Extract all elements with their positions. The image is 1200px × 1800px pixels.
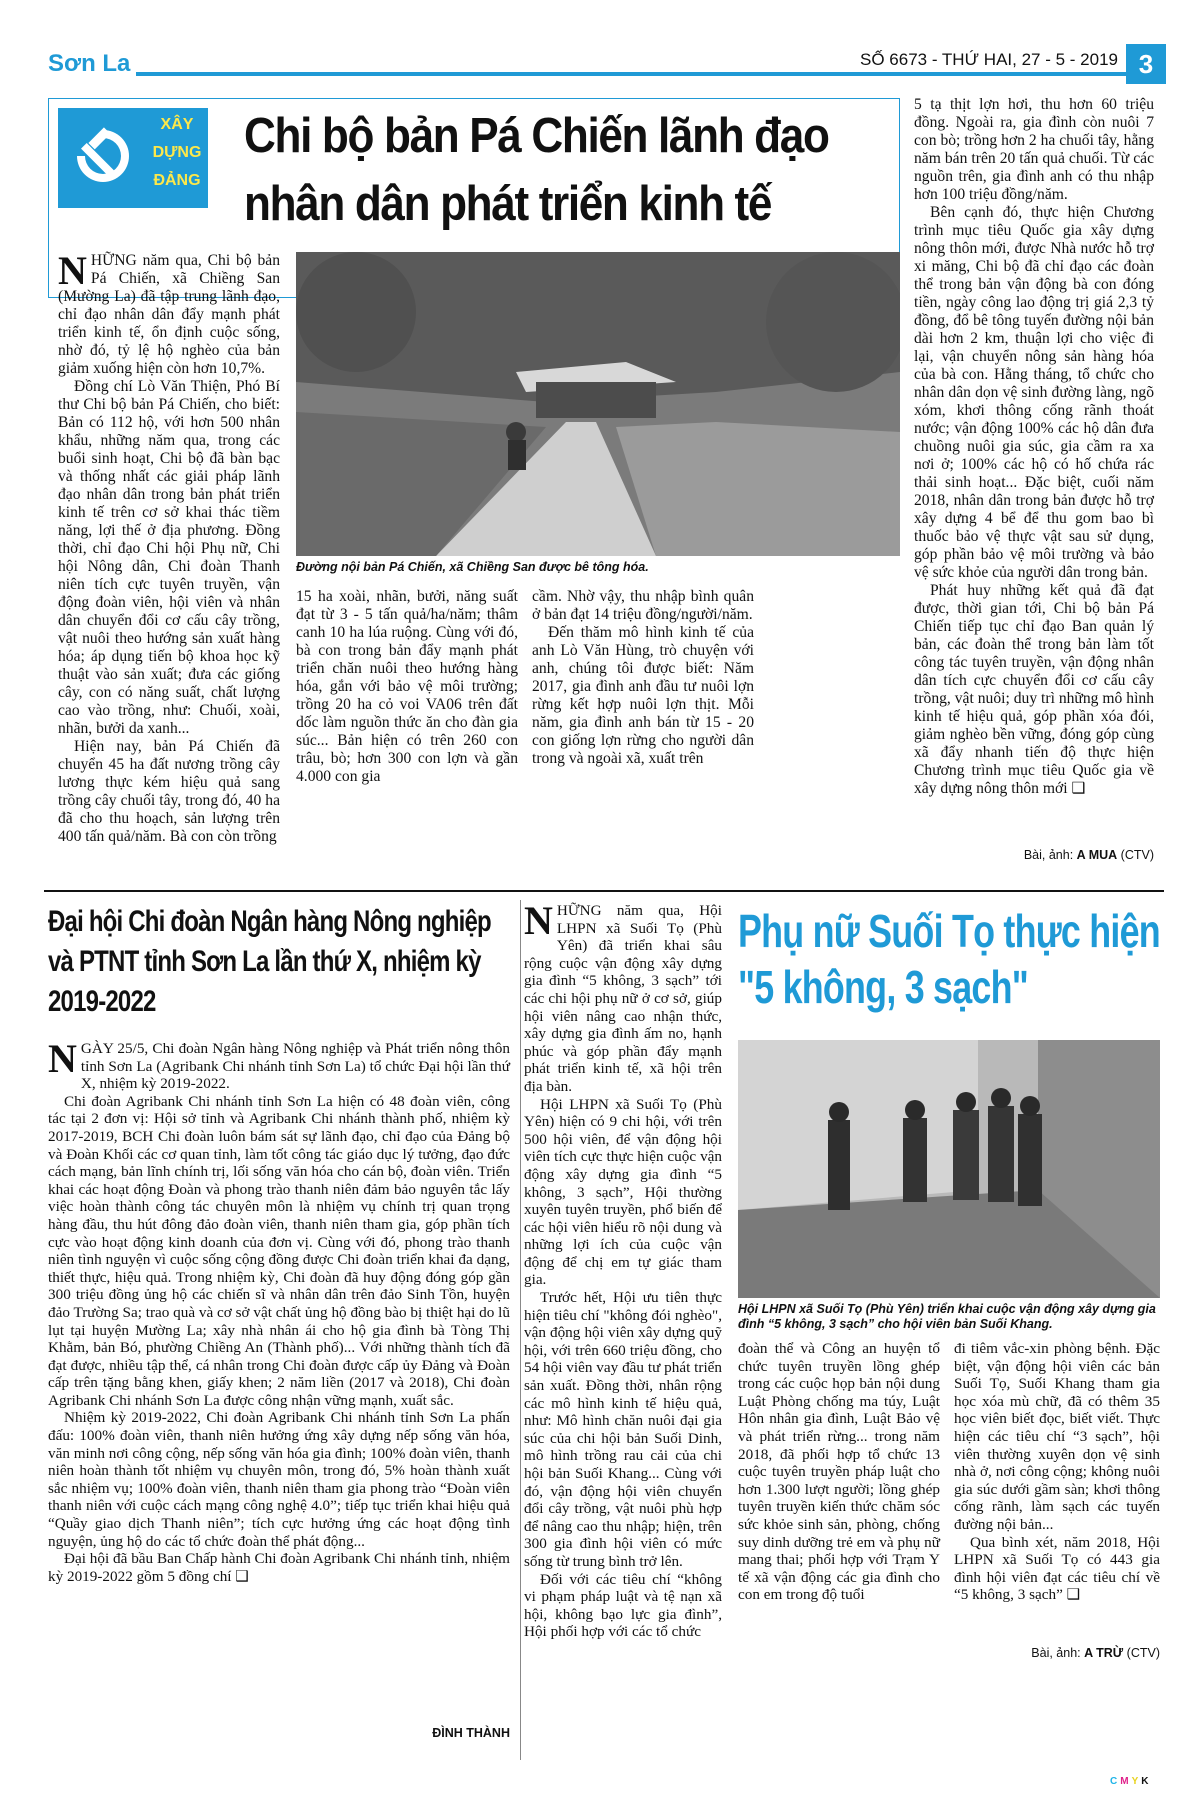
badge-line-2: DỰNG bbox=[152, 144, 202, 161]
paragraph: cầm. Nhờ vậy, thu nhập bình quân ở bản đạt 14 triệu đồng/người/năm. bbox=[532, 588, 754, 623]
paragraph: Hiện nay, bản Pá Chiến đã chuyển 45 ha đất nương trồng cây lương thực kém hiệu quả sang trồng cây chuối tây, trong đó, 40 ha đã cho thu hoạch, sản lượng trên 400 tấn quả/năm. Bà con còn trồng bbox=[58, 738, 280, 845]
cmyk-c: C bbox=[1110, 1776, 1121, 1787]
article3-photo bbox=[738, 1040, 1160, 1298]
paragraph: 15 ha xoài, nhãn, bưởi, năng suất đạt từ 3 - 5 tấn quả/ha/năm; thâm canh 10 ha lúa ruộng. Cùng với đó, bà con trong bản đẩy mạnh phát triển chăn nuôi theo hướng hàng hóa, gắn với bảo vệ môi trường; trồng 20 ha cỏ voi VA06 trên đất dốc làm nguồn thức ăn cho đàn gia súc... Bản hiện có trên 260 con trâu, bò; hơn 300 con lợn và gần 4.000 con gia bbox=[296, 588, 518, 785]
article3-title-line-2: "5 không, 3 sạch" bbox=[738, 961, 1028, 1013]
article1-column-4 bbox=[914, 96, 1154, 798]
dropcap: N bbox=[524, 898, 553, 943]
cmyk-y: Y bbox=[1131, 1776, 1142, 1787]
article3-column-2 bbox=[738, 1340, 940, 1604]
byline-prefix: Bài, ảnh: bbox=[1023, 848, 1074, 862]
paragraph: HỮNG năm qua, Chi bộ bản Pá Chiến, xã Chiềng San (Mường La) đã tập trung lãnh đạo, chỉ đạo nhân dân đẩy mạnh phát triển kinh tế, ổn định cuộc sống, nhờ đó, tỷ lệ hộ nghèo của bản giảm xuống hiện còn hơn 10,7%. bbox=[58, 252, 280, 377]
paragraph: Đồng chí Lò Văn Thiện, Phó Bí thư Chi bộ bản Pá Chiến, cho biết: Bản có 112 hộ, với hơn 500 nhân khẩu, những năm qua, trong các buổi sinh hoạt, Chi bộ đã bàn bạc và thống nhất các giải pháp lãnh đạo nhân dân trong bản phát triển kinh tế trên cơ sở khai thác tiềm năng, lợi thế ở địa phương. Đồng thời, chỉ đạo Chi hội Phụ nữ, Chi hội Nông dân, Chi đoàn Thanh niên tích cực tuyên truyền, vận động đoàn viên, hội viên và nhân dân chuyển đổi cơ cấu cây trồng, vật nuôi theo hướng sản xuất hàng hóa; áp dụng tiến bộ khoa học kỹ thuật vào sản xuất; đưa các giống cây, con có năng suất, chất lượng cao vào trồng, như: Chuối, xoài, nhãn, bưởi da xanh... bbox=[58, 378, 280, 737]
paragraph: đoàn thể và Công an huyện tổ chức tuyên truyền lồng ghép trong các cuộc họp bản nội dung Luật Phòng chống ma túy, Luật Hôn nhân gia đình, Luật Bảo vệ và phát triển rừng... trong năm 2018, đã phối hợp tổ chức 13 cuộc tuyên truyền pháp luật cho hơn 1.300 lượt người; lồng ghép tuyên truyền kiến thức chăm sóc sức khỏe sinh sản, phòng, chống suy dinh dưỡng trẻ em và phụ nữ mang thai; phối hợp với Trạm Y tế xã vận động các gia đình cho con em trong độ tuổi bbox=[738, 1340, 940, 1604]
photo-caption: Hội LHPN xã Suối Tọ (Phù Yên) triển khai cuộc vận động xây dựng gia đình “5 không, 3 sạch” cho hội viên bản Suối Khang. bbox=[738, 1302, 1156, 1331]
road-photo-illustration bbox=[296, 252, 900, 556]
article1-column-1 bbox=[58, 248, 280, 846]
paragraph: đi tiêm vắc-xin phòng bệnh. Đặc biệt, vận động hội viên các bản Suối Tọ, Suối Khang tham gia học xóa mù chữ, đã có thêm 35 học viên biết đọc, biết viết. Thực hiện các tiêu chí “3 sạch”, hội viên thường xuyên dọn vệ sinh nhà ở, nơi công cộng; không nuôi gia súc dưới gầm sàn; khơi thông cống rãnh, làm sạch các tuyến đường nội bản... bbox=[954, 1340, 1160, 1533]
article3-column-3 bbox=[954, 1340, 1160, 1604]
party-badge bbox=[58, 108, 208, 208]
article2-title-line-2: và PTNT tỉnh Sơn La lần thứ X, nhiệm kỳ bbox=[48, 945, 481, 978]
byline-author: A TRỪ bbox=[1084, 1646, 1124, 1660]
article-chi-bo-pa-chien bbox=[44, 96, 1164, 886]
paragraph: Chi đoàn Agribank Chi nhánh tỉnh Sơn La hiện có 48 đoàn viên, công tác tại 2 đơn vị: Hội sở tỉnh và Agribank Chi nhánh thành phố, nhiệm kỳ 2017-2019, BCH Chi đoàn luôn bám sát sự lãnh đạo, chỉ đạo của Đảng bộ và Đoàn Khối các cơ quan tỉnh, làm tốt công tác giáo dục lý tưởng, đạo đức cách mạng, bản lĩnh chính trị, lối sống văn hóa cho cán bộ, đoàn viên. Triển khai các hoạt động Đoàn và phong trào thanh niên đảm bảo nguyên tắc lấy việc hoàn thành công tác chuyên môn là nhiệm vụ chính trị quan trọng hàng đầu, thu hút đông đảo đoàn viên, thanh niên tham gia, góp phần tích cực vào hoạt động kinh doanh của đơn vị. Cùng với đó, phong trào thanh niên tình nguyện vì cuộc sống cộng đồng được Chi đoàn triển khai đa dạng, thiết thực, hiệu quả. Trong nhiệm kỳ, Chi đoàn đã huy động đóng góp gần 300 triệu đồng ủng hộ các chiến sĩ và nhân dân trên đảo Sinh Tồn, huyện đảo Trường Sa; trao quà và cơ sở vật chất ủng hộ đồng bào bị thiệt hại do lũ lụt tại huyện Mường La; xây nhà nhân ái cho hộ gia đình bà Tòng Thị Khằm, bản Bó, phường Chiềng An (Thành phố)... Với những thành tích đã đạt được, nhiều tập thể, cá nhân trong Chi đoàn được cấp ủy Đảng và Đoàn cấp trên tặng bằng khen, giấy khen; 2 năm liền (2017 và 2018), Chi đoàn Agribank Chi nhánh Sơn La được công nhận vững mạnh, xuất sắc. bbox=[48, 1092, 510, 1409]
article1-column-2 bbox=[296, 588, 518, 786]
dropcap: N bbox=[58, 248, 87, 293]
paragraph: GÀY 25/5, Chi đoàn Ngân hàng Nông nghiệp và Phát triển nông thôn tỉnh Sơn La (Agribank Chi nhánh tỉnh Sơn La) tổ chức Đại hội lần thứ X, nhiệm kỳ 2019-2022. bbox=[80, 1040, 510, 1093]
hammer-sickle-icon bbox=[58, 108, 148, 208]
article1-column-3 bbox=[532, 588, 754, 768]
paragraph: Trước hết, Hội ưu tiên thực hiện tiêu chí "không đói nghèo", vận động hội viên xây dựng quỹ hội, với trên 660 triệu đồng, cho 54 hội viên vay đầu tư phát triển sản xuất. Đồng thời, nhân rộng các mô hình kinh tế hiệu quả, như: Mô hình chăn nuôi đại gia súc của chi hội bản Suối Dinh, mô hình trồng rau cải của chi hội bản Suối Khang... Cùng với đó, vận động hội viên chuyển đổi cây trồng, vật nuôi phù hợp để nâng cao thu nhập; hiện, trên 300 gia đình hội viên có mức sống từ trung bình trở lên. bbox=[524, 1289, 722, 1570]
header-rule bbox=[136, 72, 1126, 76]
paragraph: Qua bình xét, năm 2018, Hội LHPN xã Suối Tọ có 443 gia đình hội viên đạt các tiêu chí về “5 không, 3 sạch” ❑ bbox=[954, 1533, 1160, 1604]
article-title-line-1: Chi bộ bản Pá Chiến lãnh đạo bbox=[244, 109, 829, 163]
article-title-line-2: nhân dân phát triển kinh tế bbox=[244, 177, 772, 231]
byline-prefix: Bài, ảnh: bbox=[1031, 1646, 1081, 1660]
article3-byline bbox=[954, 1646, 1160, 1660]
article-dai-hoi-chi-doan bbox=[44, 900, 514, 1760]
byline-suffix: (CTV) bbox=[1120, 848, 1154, 862]
cmyk-marks bbox=[1110, 1776, 1170, 1792]
column-separator bbox=[520, 900, 521, 1760]
paragraph: 5 tạ thịt lợn hơi, thu hơn 60 triệu đồng. Ngoài ra, gia đình còn nuôi 7 con bò; trồng hơn 2 ha chuối tây, hằng năm bán trên 20 tấn quả chuối. Từ các nguồn trên, gia đình anh có thu nhập hơn 100 triệu đồng/năm. bbox=[914, 96, 1154, 203]
photo-caption: Đường nội bản Pá Chiến, xã Chiềng San được bê tông hóa. bbox=[296, 560, 649, 574]
article-separator bbox=[44, 890, 1164, 892]
cmyk-k: K bbox=[1141, 1776, 1152, 1787]
paragraph: Đến thăm mô hình kinh tế của anh Lò Văn Hùng, trò chuyện với anh, chúng tôi được biết: Năm 2017, gia đình anh đầu tư nuôi lợn rừng kết hợp nuôi lợn thịt. Mỗi năm, gia đình anh bán từ 15 - 20 con giống lợn rừng cho người dân trong và ngoài xã, xuất trên bbox=[532, 624, 754, 767]
badge-line-1: XÂY bbox=[160, 116, 194, 133]
page-header bbox=[44, 44, 1164, 84]
article3-title-line-1: Phụ nữ Suối Tọ thực hiện bbox=[738, 905, 1160, 957]
women-meeting-photo-illustration bbox=[738, 1040, 1160, 1298]
paragraph: Nhiệm kỳ 2019-2022, Chi đoàn Agribank Chi nhánh tỉnh Sơn La phấn đấu: 100% đoàn viên, thanh niên hưởng ứng xây dựng nếp sống văn hóa, văn minh nơi công cộng, nếp sống văn hóa gia đình; 100% đoàn viên, thanh niên hoàn thành tốt nhiệm vụ chuyên môn, trong đó, 5% hoàn thành xuất sắc nhiệm vụ; 100% đoàn viên, thanh niên tham gia phong trào “Đoàn viên thanh niên với cuộc cách mạng công nghệ 4.0”; tiếp tục triển khai hiệu quả “Quầy giao dịch Thanh niên”; tích cực hưởng ứng các hoạt động tình nguyện, ủng hộ do các tổ chức đoàn thể phát động... bbox=[48, 1409, 510, 1550]
byline-author: A MUA bbox=[1076, 848, 1118, 862]
paragraph: Đại hội đã bầu Ban Chấp hành Chi đoàn Agribank Chi nhánh tỉnh, nhiệm kỳ 2019-2022 gồm 5 đồng chí ❑ bbox=[48, 1550, 510, 1585]
article2-title-line-3: 2019-2022 bbox=[48, 985, 156, 1018]
page-number: 3 bbox=[1126, 44, 1166, 84]
article2-byline: ĐÌNH THÀNH bbox=[432, 1726, 510, 1740]
article2-body bbox=[48, 1036, 510, 1585]
paragraph: Bên cạnh đó, thực hiện Chương trình mục tiêu Quốc gia xây dựng nông thôn mới, được Nhà nước hỗ trợ xi măng, Chi bộ đã chỉ đạo các đoàn thể trong bản vận động bà con đóng tiền, ngày công lao động trị giá 2,3 tỷ đồng, đổ bê tông tuyến đường nội bản dài hơn 2 km, thuận lợi cho việc đi lại, vận chuyển nông sản hàng hóa của bà con. Hằng tháng, tổ chức cho nhân dân dọn vệ sinh đường làng, ngõ xóm, khơi thông cống rãnh thoát nước; vận động 100% các hộ dân đưa chuồng nuôi gia súc, gia cầm ra xa nơi ở; 100% các hộ có hố chứa rác thải sinh hoạt... Đặc biệt, cuối năm 2018, nhân dân trong bản được hỗ trợ xây dựng 4 bể để thu gom bao bì thuốc bảo vệ thực vật sau sử dụng, góp phần bảo vệ môi trường và bảo vệ sức khỏe của người dân trong bản. bbox=[914, 204, 1154, 581]
article3-column-1 bbox=[524, 898, 722, 1641]
badge-line-3: ĐẢNG bbox=[153, 172, 201, 189]
paragraph: HỮNG năm qua, Hội LHPN xã Suối Tọ (Phù Yên) đã triển khai sâu rộng cuộc vận động xây dựng gia đình “5 không, 3 sạch” tới các chi hội phụ nữ ở cơ sở, giúp hội viên nâng cao nhận thức, xây dựng gia đình ấm no, hạnh phúc và góp phần đẩy mạnh phát triển kinh tế, xã hội trên địa bàn. bbox=[524, 902, 722, 1095]
article1-byline bbox=[914, 848, 1154, 862]
dropcap: N bbox=[48, 1036, 77, 1081]
cmyk-m: M bbox=[1120, 1776, 1132, 1787]
paragraph: Phát huy những kết quả đã đạt được, thời gian tới, Chi bộ bản Pá Chiến tiếp tục chỉ đạo Ban quản lý bản, các đoàn thể trong bản làm tốt công tác tuyên truyền, vận động nhân dân tích cực chuyển đổi cơ cấu cây trồng, vật nuôi; duy trì những mô hình kinh tế hiệu quả, góp phần xóa đói, giảm nghèo bền vững, đóng góp cùng xã đẩy nhanh tiến độ thực hiện Chương trình mục tiêu Quốc gia về xây dựng nông thôn mới ❑ bbox=[914, 582, 1154, 797]
paragraph: Đối với các tiêu chí “không vi phạm pháp luật và tệ nạn xã hội, không bạo lực gia đình”, Hội phối hợp với các tổ chức bbox=[524, 1570, 722, 1641]
article2-title-line-1: Đại hội Chi đoàn Ngân hàng Nông nghiệp bbox=[48, 905, 491, 938]
issue-info: SỐ 6673 - THỨ HAI, 27 - 5 - 2019 bbox=[744, 50, 1124, 70]
byline-suffix: (CTV) bbox=[1126, 1646, 1160, 1660]
section-name: Sơn La bbox=[48, 50, 131, 77]
article1-photo bbox=[296, 252, 900, 556]
article-phu-nu-suoi-to bbox=[524, 900, 1164, 1760]
paragraph: Hội LHPN xã Suối Tọ (Phù Yên) hiện có 9 chi hội, với trên 500 hội viên, để vận động hội viên tích cực thực hiện cuộc vận động xây dựng gia đình “5 không, 3 sạch”, Hội thường xuyên tuyên truyền, phổ biến để các hội viên hiểu rõ nội dung và những lợi ích của cuộc vận động để chị em tự giác tham gia. bbox=[524, 1095, 722, 1289]
